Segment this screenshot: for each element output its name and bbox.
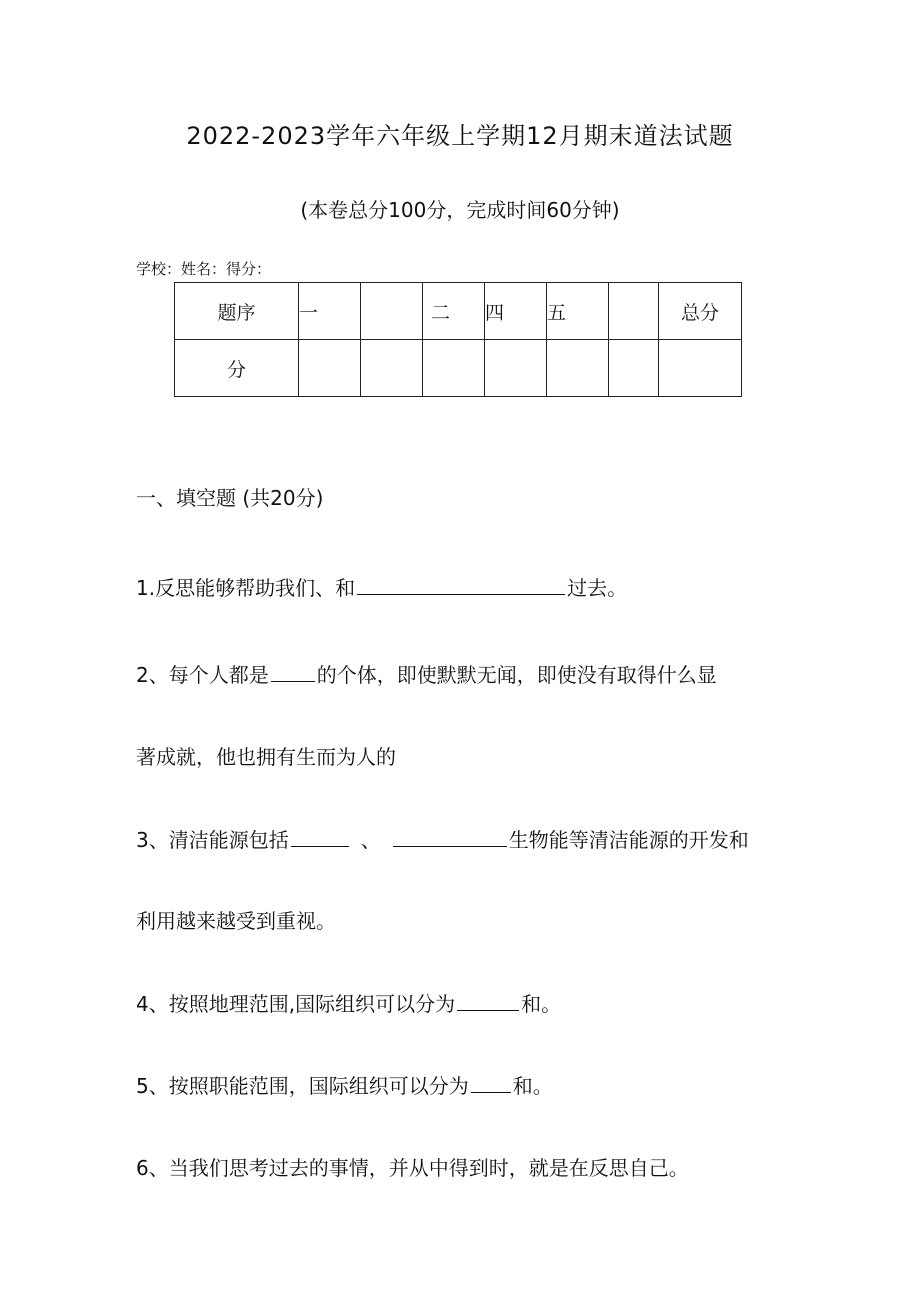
score-header-cell <box>299 283 361 340</box>
question-text: 和。 <box>512 1074 553 1098</box>
question-6: 6、当我们思考过去的事情，并从中得到时，就是在反思自己。 <box>136 1156 689 1180</box>
section-heading: 一、填空题 (共20分) <box>136 486 324 510</box>
exam-subtitle: (本卷总分100分，完成时间60分钟) <box>300 198 620 222</box>
score-input-cell[interactable] <box>361 340 423 397</box>
answer-blank[interactable] <box>471 1072 511 1093</box>
total-score-cell[interactable] <box>659 340 742 397</box>
score-header-cell <box>361 283 423 340</box>
answer-blank[interactable] <box>357 574 565 595</box>
score-header-cell <box>485 283 547 340</box>
question-text: 、 <box>360 828 381 852</box>
score-header-cell: 总分 <box>659 283 742 340</box>
score-header-cell <box>423 283 485 340</box>
exam-title: 2022-2023学年六年级上学期12月期末道法试题 <box>186 122 734 150</box>
answer-blank[interactable] <box>393 826 507 847</box>
question-text: 5、按照职能范围，国际组织可以分为 <box>136 1074 469 1098</box>
question-1 <box>136 572 627 601</box>
question-text: 过去。 <box>567 576 628 600</box>
question-text: 3、清洁能源包括 <box>136 828 289 852</box>
student-info-line: 学校：姓名：得分： <box>136 260 272 278</box>
score-table-score-row <box>175 340 742 397</box>
score-table-header-row <box>175 283 742 340</box>
question-3 <box>136 824 749 853</box>
score-row-label: 分 <box>175 340 299 397</box>
score-header-label: 一 <box>299 301 319 324</box>
question-text: 1.反思能够帮助我们、和 <box>136 576 356 600</box>
answer-blank[interactable] <box>291 826 349 847</box>
question-5 <box>136 1070 553 1099</box>
score-input-cell[interactable] <box>609 340 659 397</box>
question-text: 4、按照地理范围,国际组织可以分为 <box>136 992 456 1016</box>
answer-blank[interactable] <box>271 661 315 682</box>
score-input-cell[interactable] <box>423 340 485 397</box>
score-header-cell <box>547 283 609 340</box>
score-input-cell[interactable] <box>299 340 361 397</box>
score-header-cell <box>609 283 659 340</box>
score-header-cell: 题序 <box>175 283 299 340</box>
question-text: 的个体，即使默默无闻，即使没有取得什么显 <box>316 663 717 687</box>
question-text: 和。 <box>521 992 562 1016</box>
score-table <box>174 282 742 397</box>
score-header-label: 五 <box>547 301 567 324</box>
question-2-continued: 著成就，他也拥有生而为人的 <box>136 745 396 769</box>
score-input-cell[interactable] <box>485 340 547 397</box>
question-2 <box>136 659 717 688</box>
score-input-cell[interactable] <box>547 340 609 397</box>
question-3-continued: 利用越来越受到重视。 <box>136 909 336 933</box>
question-text: 2、每个人都是 <box>136 663 269 687</box>
question-4 <box>136 988 561 1017</box>
question-text: 生物能等清洁能源的开发和 <box>508 828 749 852</box>
score-header-label: 四 <box>485 301 505 324</box>
score-header-label: 二 <box>431 301 451 324</box>
answer-blank[interactable] <box>457 990 519 1011</box>
